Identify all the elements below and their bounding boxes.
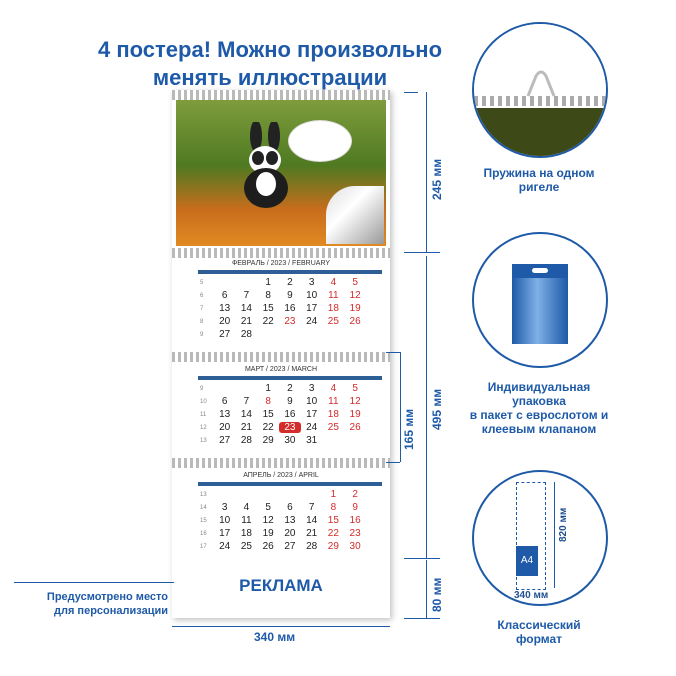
dim-line-245 <box>426 92 427 252</box>
tick <box>386 462 400 463</box>
month-march <box>176 364 386 458</box>
speech-bubble <box>288 120 352 162</box>
dim-80: 80 мм <box>430 577 444 612</box>
advertising-area: РЕКЛАМА <box>176 560 386 612</box>
month-grid: 13 1 2 14 3 4 5 6 7 8 9 15 10 11 12 13 14 15 16 16 17 18 19 20 21 22 23 17 24 25 26 27 28 29 30 <box>200 489 361 552</box>
caption-line: Классический <box>497 618 581 632</box>
hanger-icon <box>526 66 556 98</box>
personalization-note <box>8 590 168 618</box>
dim-165: 165 мм <box>402 408 416 450</box>
tick <box>404 92 418 93</box>
current-date: 23 <box>279 422 301 433</box>
dim-line-495 <box>426 256 427 558</box>
headline-line-1: 4 постера! Можно произвольно <box>97 37 443 62</box>
month-grid: 9 1 2 3 4 5 10 6 7 8 9 10 11 12 11 13 14 15 16 17 18 19 12 20 21 22 23 24 25 26 13 27 28 29 30 31 <box>200 383 361 446</box>
dim-line-165 <box>400 352 401 462</box>
headline <box>60 36 480 92</box>
a4-sheet: А4 <box>516 546 538 576</box>
caption-line: клеевым клапаном <box>481 422 597 436</box>
dim-820: 820 мм <box>558 507 569 542</box>
dim-340-small: 340 мм <box>514 590 549 601</box>
spiral-1 <box>172 248 390 258</box>
weekday-bar <box>198 482 382 486</box>
caption-line: Индивидуальная <box>487 380 591 394</box>
package-closeup <box>472 232 608 368</box>
personal-line-2: для персонализации <box>53 605 168 617</box>
package-caption <box>454 380 624 436</box>
dim-245: 245 мм <box>430 158 444 200</box>
tick <box>386 352 400 353</box>
tick <box>404 618 440 619</box>
caption-line: в пакет с еврослотом и <box>469 408 609 422</box>
top-spiral <box>172 90 390 100</box>
tick <box>404 252 440 253</box>
weekday-bar <box>198 376 382 380</box>
page-curl <box>326 186 384 244</box>
spring-caption <box>454 166 624 194</box>
month-title: МАРТ / 2023 / MARCH <box>186 366 376 373</box>
month-title: АПРЕЛЬ / 2023 / APRIL <box>186 472 376 479</box>
caption-line: формат <box>515 632 563 646</box>
dim-340: 340 мм <box>254 630 296 644</box>
format-diagram <box>472 470 608 606</box>
format-caption <box>454 618 624 646</box>
caption-line: Пружина на одном <box>483 166 595 180</box>
month-april <box>176 470 386 564</box>
weekday-bar <box>198 270 382 274</box>
dim-line-340 <box>172 626 390 627</box>
month-february <box>176 258 386 352</box>
tick <box>404 558 440 559</box>
month-title: ФЕВРАЛЬ / 2023 / FEBRUARY <box>186 260 376 267</box>
spiral-3 <box>172 458 390 468</box>
caption-line: упаковка <box>512 394 566 408</box>
spring-closeup <box>472 22 608 158</box>
month-grid: 5 1 2 3 4 5 6 6 7 8 9 10 11 12 7 13 14 15 16 17 18 19 8 20 21 22 23 24 25 26 9 27 28 <box>200 277 361 340</box>
caption-line: ригеле <box>518 180 560 194</box>
bunny-poster <box>176 100 386 246</box>
spiral-2 <box>172 352 390 362</box>
dim-495: 495 мм <box>430 388 444 430</box>
personal-pointer <box>14 582 174 583</box>
personal-line-1: Предусмотрено место <box>46 591 168 603</box>
headline-line-2: менять иллюстрации <box>152 65 388 90</box>
dim-line-80 <box>426 560 427 618</box>
bunny-illustration <box>238 122 294 208</box>
calendar-product <box>172 90 390 618</box>
